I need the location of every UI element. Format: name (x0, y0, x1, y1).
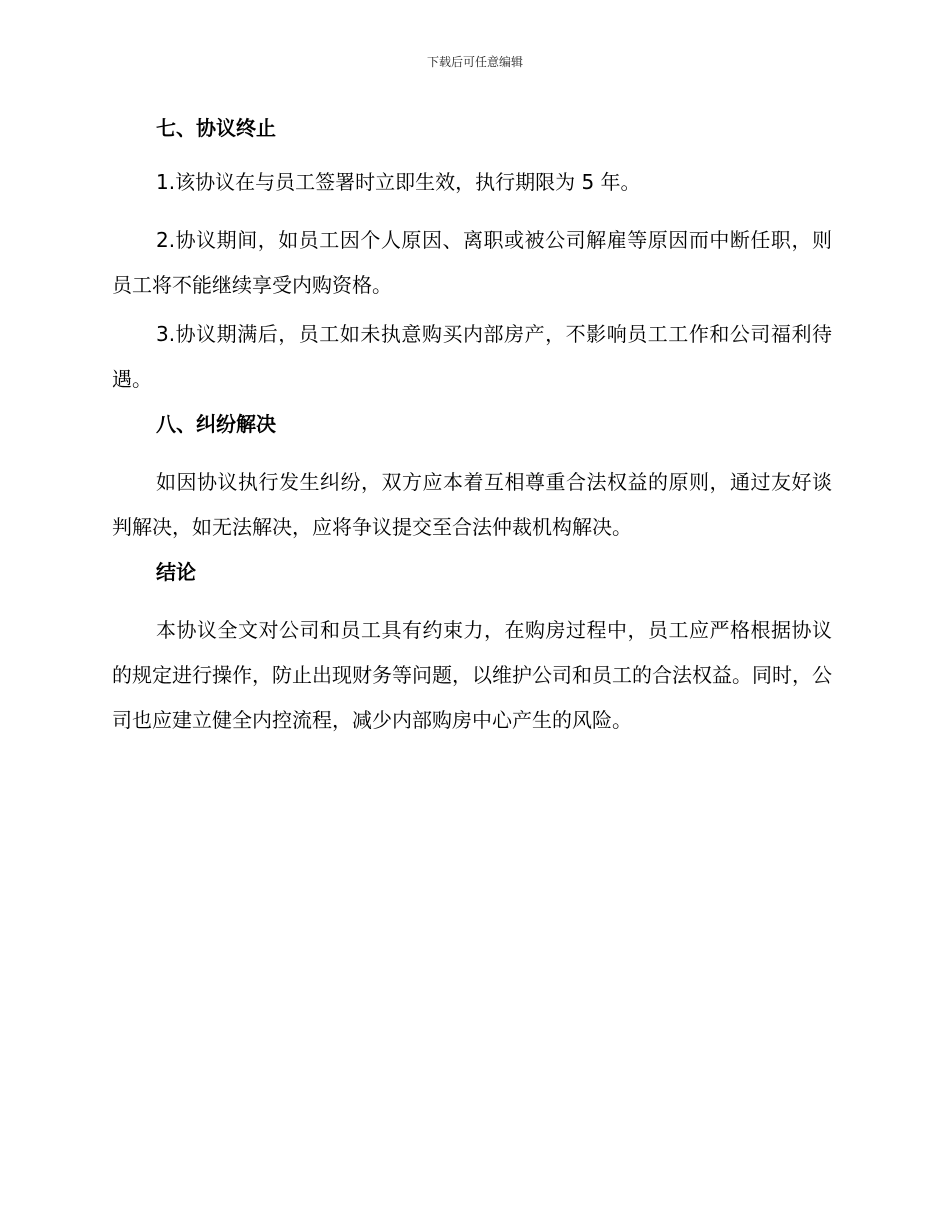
termination-clause-2: 2.协议期间，如员工因个人原因、离职或被公司解雇等原因而中断任职，则员工将不能继续享受内购资格。 (112, 228, 832, 297)
document-body (112, 110, 832, 747)
termination-clause-1: 1.该协议在与员工签署时立即生效，执行期限为 5 年。 (156, 170, 641, 194)
section-heading-conclusion: 结论 (156, 560, 196, 584)
conclusion-paragraph: 本协议全文对公司和员工具有约束力，在购房过程中，员工应严格根据协议的规定进行操作，防止出现财务等问题，以维护公司和员工的合法权益。同时，公司也应建立健全内控流程，减少内部购房中心产生的风险。 (112, 618, 832, 732)
page-header: 下载后可任意编辑 (426, 55, 523, 69)
section-heading-termination: 七、协议终止 (156, 116, 276, 140)
termination-clause-3: 3.协议期满后，员工如未执意购买内部房产，不影响员工工作和公司福利待遇。 (112, 322, 832, 391)
dispute-paragraph: 如因协议执行发生纠纷，双方应本着互相尊重合法权益的原则，通过友好谈判解决，如无法解决，应将争议提交至合法仲裁机构解决。 (112, 470, 832, 539)
section-heading-dispute: 八、纠纷解决 (156, 412, 276, 436)
